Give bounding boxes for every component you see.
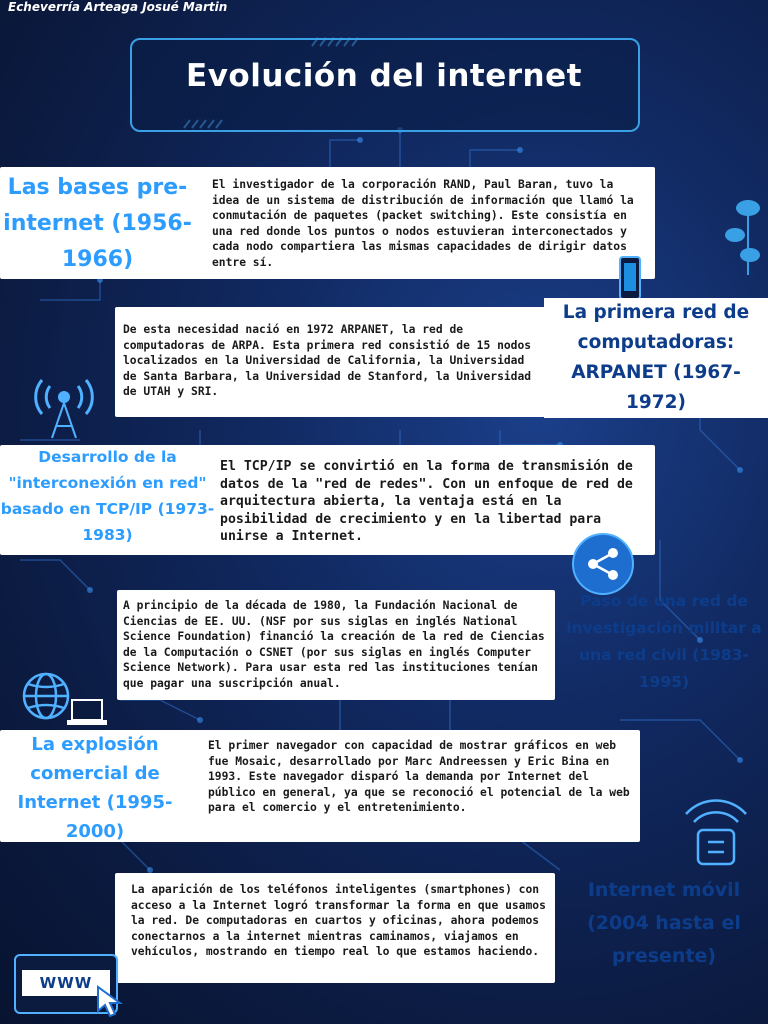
section-text-2: De esta necesidad nació en 1972 ARPANET, la red de computadoras de ARPA. Esta primera red consistió de 15 nodos localizados en la Universidad de California, la Universidad de Santa Barbara, la Universidad de Stanford, la Universidad de UTAH y SRI.: [123, 323, 532, 398]
share-icon: [571, 532, 635, 596]
database-icon: [676, 798, 756, 868]
section-heading-2: La primera red de computadoras: ARPANET (1967-1972): [544, 298, 768, 418]
section-text-3: El TCP/IP se convirtió en la forma de transmisión de datos de la "red de redes". Con un enfoque de red de arquitectura abierta, la ventaja está en la posibilidad de crecimiento y en la libertad para unirse a Internet.: [220, 459, 633, 544]
page-title: Evolución del internet: [186, 58, 582, 94]
author-name: Echeverría Arteaga Josué Martin: [8, 0, 228, 14]
section-text-5: El primer navegador con capacidad de mostrar gráficos en web fue Mosaic, desarrollado por Marc Andreessen y Eric Bina en 1993. Este navegador disparó la demanda por Internet del público en general, ya que se reconoció el potencial de la web para el comercio y el entretenimiento.: [208, 739, 630, 814]
section-heading-1: Las bases pre-internet (1956-1966): [3, 175, 192, 272]
section-text-6: La aparición de los teléfonos inteligentes (smartphones) con acceso a la Internet logró transformar la forma en que usamos la red. De computadoras en cuartos y oficinas, ahora podemos conectarnos a la internet mientras caminamos, viajamos en vehículos, mostrando en tiempo real lo que estamos haciendo.: [131, 883, 546, 958]
antenna-icon: [22, 378, 106, 440]
globe-laptop-icon: [12, 670, 108, 730]
section-text-1: El investigador de la corporación RAND, Paul Baran, tuvo la idea de un sistema de distribución de información que llamó la conmutación de paquetes (packet switching). Este consistía en una red donde los puntos o nodos estuvieran interconectados y cada nodo compartiera las mismas capacidades de dirigir datos entre sí.: [212, 178, 634, 269]
section-heading-5: La explosión comercial de Internet (1995-2000): [17, 734, 173, 842]
smartphone-icon: [618, 255, 642, 301]
section-heading-4: Paso de una red de investigación militar a una red civil (1983-1995): [566, 592, 762, 691]
section-text-4: A principio de la década de 1980, la Fundación Nacional de Ciencias de EE. UU. (NSF por sus siglas en inglés National Science Foundation) financió la creación de la red de Ciencias de la Computación o CSNET (por sus siglas en inglés Computer Science Network). Para usar esta red las instituciones tenían que pagar una suscripción anual.: [123, 599, 545, 690]
cursor-icon: [96, 985, 124, 1019]
section-heading-3: Desarrollo de la "interconexión en red" basado en TCP/IP (1973-1983): [0, 448, 215, 544]
www-label: WWW: [22, 970, 110, 996]
section-heading-6: Internet móvil (2004 hasta el presente): [587, 879, 741, 967]
